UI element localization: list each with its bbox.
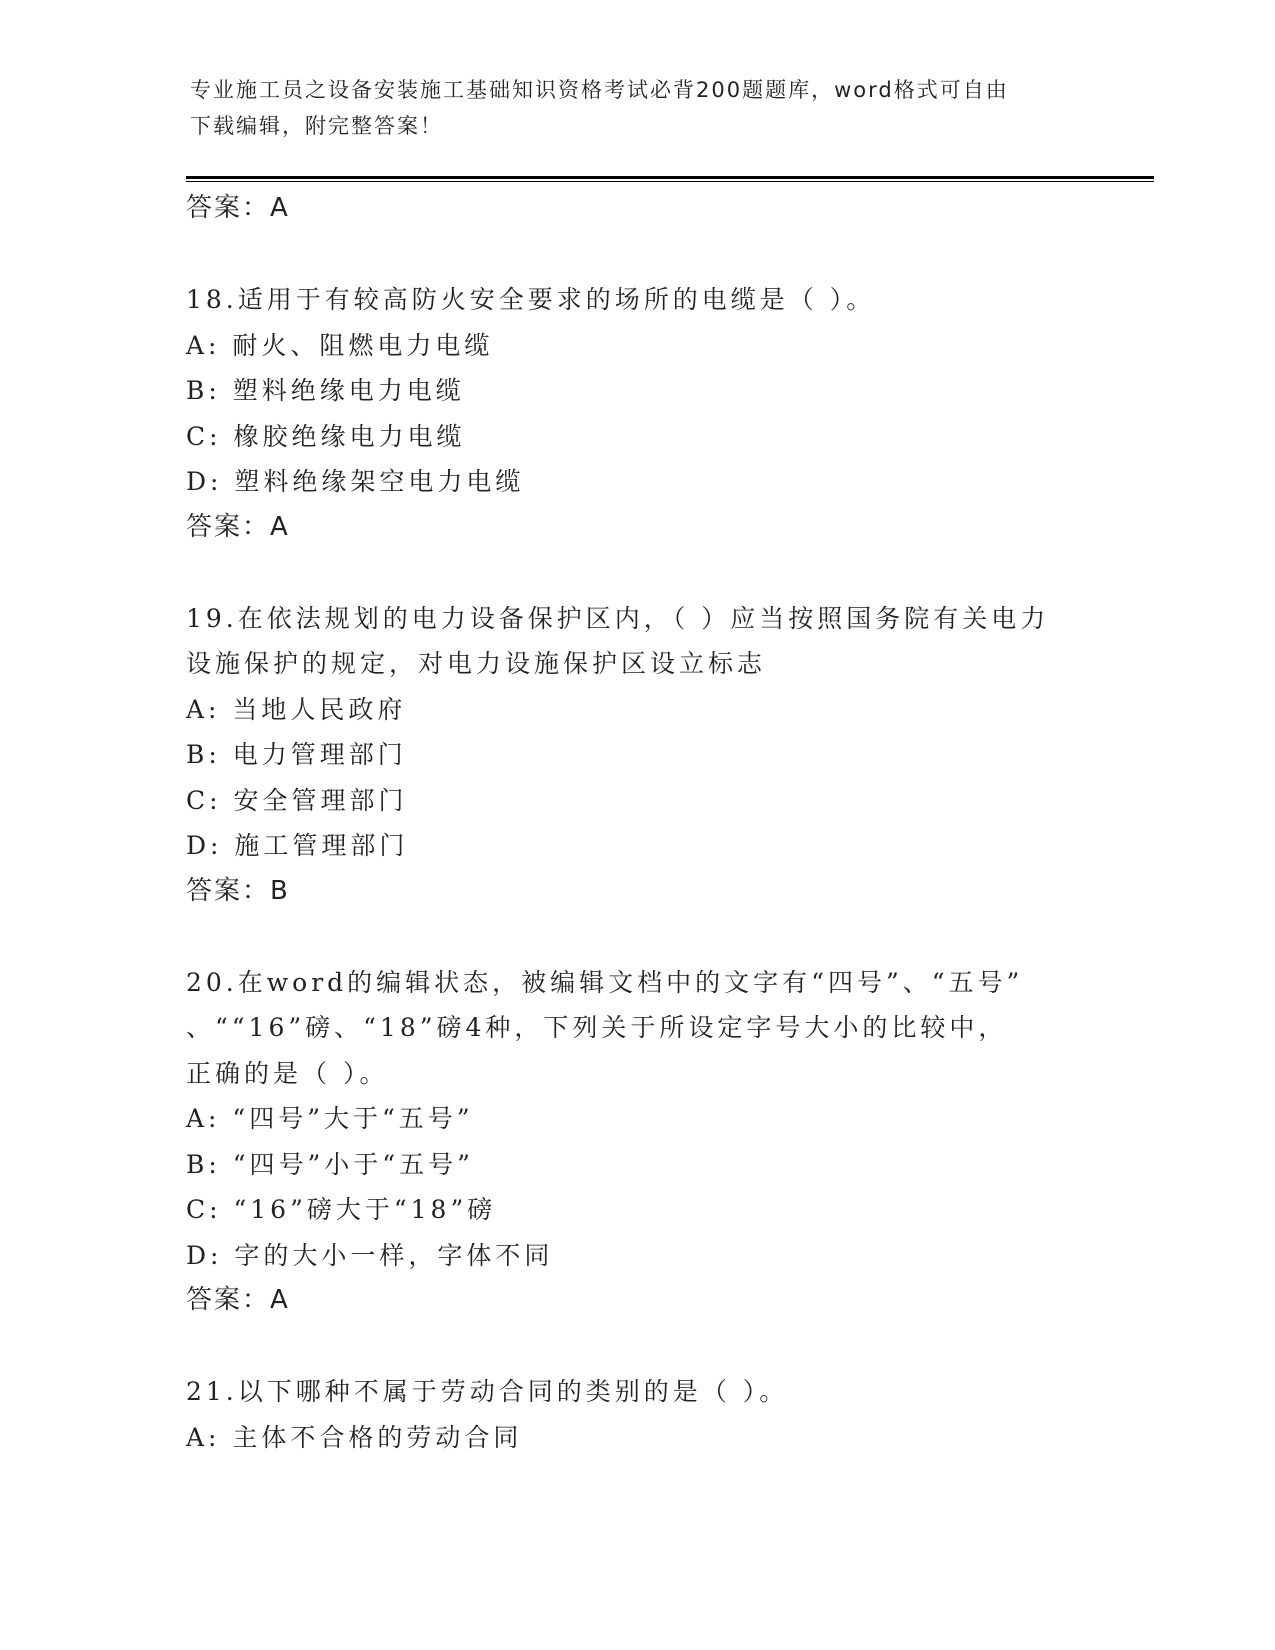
option-a: A: 耐火、阻燃电力电缆 xyxy=(186,330,494,360)
header-rule-thick xyxy=(186,176,1154,179)
spacer xyxy=(186,1324,1086,1370)
option-c: C: “16”磅大于“18”磅 xyxy=(186,1195,497,1224)
option-a: A: 主体不合格的劳动合同 xyxy=(186,1422,523,1452)
spacer xyxy=(186,914,1086,960)
document-header xyxy=(190,72,1090,144)
question-list xyxy=(186,186,1086,1460)
spacer xyxy=(186,550,1086,596)
question-19 xyxy=(186,596,1086,915)
option-d: D: 施工管理部门 xyxy=(186,831,409,860)
option-d: D: 字的大小一样，字体不同 xyxy=(186,1240,554,1270)
question-18 xyxy=(186,277,1086,550)
option-d: D: 塑料绝缘架空电力电缆 xyxy=(186,467,525,496)
option-b: B: 塑料绝缘电力电缆 xyxy=(186,376,465,405)
option-b: B: “四号”小于“五号” xyxy=(186,1149,474,1179)
spacer xyxy=(186,232,1086,278)
option-c: C: 橡胶绝缘电力电缆 xyxy=(186,421,466,451)
option-b: B: 电力管理部门 xyxy=(186,740,407,769)
header-rule-thin xyxy=(186,181,1154,182)
question-text: 、““16”磅、“18”磅4种，下列关于所设定字号大小的比较中， xyxy=(186,1013,1008,1042)
header-line-2: 下载编辑，附完整答案！ xyxy=(190,114,443,138)
question-text: 正确的是（ ）。 xyxy=(186,1058,389,1088)
question-text: 设施保护的规定，对电力设施保护区设立标志 xyxy=(186,649,767,678)
question-21 xyxy=(186,1369,1086,1460)
option-c: C: 安全管理部门 xyxy=(186,785,408,815)
header-line-1: 专业施工员之设备安装施工基础知识资格考试必背200题题库，word格式可自由 xyxy=(190,78,1009,102)
question-20 xyxy=(186,960,1086,1324)
question-text: 21.以下哪种不属于劳动合同的类别的是（ ）。 xyxy=(186,1377,789,1406)
answer-line: 答案：B xyxy=(186,875,290,906)
question-text: 19.在依法规划的电力设备保护区内，（ ）应当按照国务院有关电力 xyxy=(186,603,1050,633)
question-text: 20.在word的编辑状态，被编辑文档中的文字有“四号”、“五号” xyxy=(186,967,1024,997)
option-a: A: 当地人民政府 xyxy=(186,694,407,724)
question-text: 18.适用于有较高防火安全要求的场所的电缆是（ ）。 xyxy=(186,285,876,314)
answer-line: 答案：A xyxy=(186,511,290,542)
answer-line: 答案：A xyxy=(186,1285,290,1315)
answer-line: 答案：A xyxy=(186,193,290,223)
option-a: A: “四号”大于“五号” xyxy=(186,1104,474,1133)
